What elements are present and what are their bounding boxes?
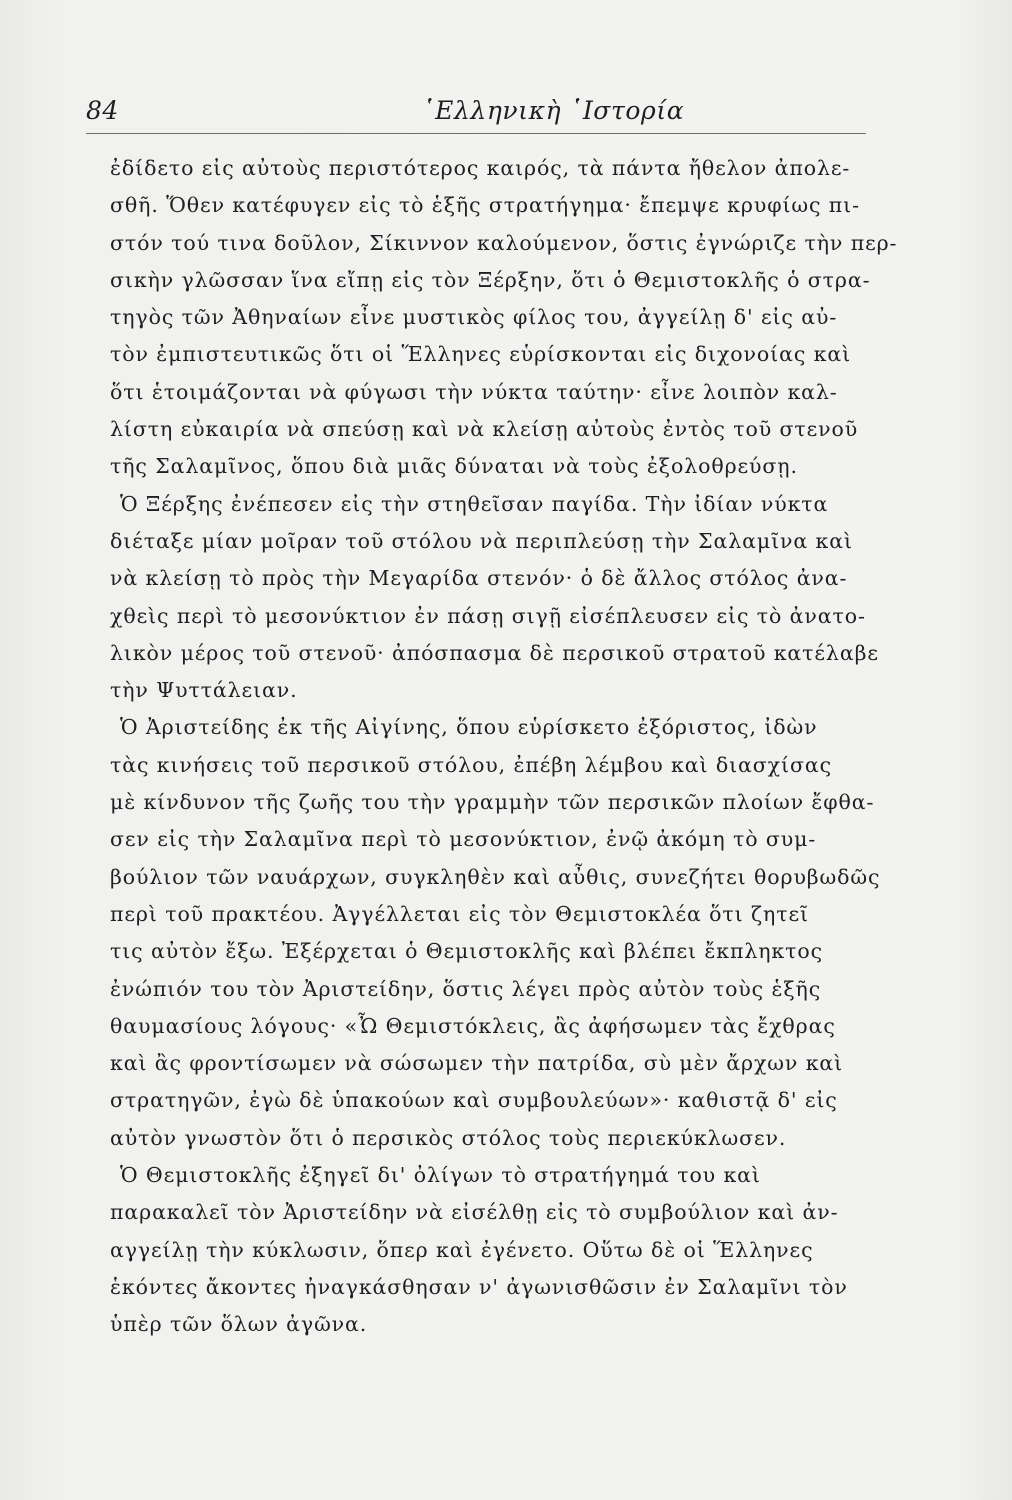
text-line: σθῆ. Ὅθεν κατέφυγεν εἰς τὸ ἑξῆς στρατήγημα· ἔπεμψε κρυφίως πι- bbox=[110, 193, 860, 218]
text-line: ἑκόντες ἄκοντες ἠναγκάσθησαν ν' ἀγωνισθῶσιν ἐν Σαλαμῖνι τὸν bbox=[110, 1274, 848, 1299]
text-line: μὲ κίνδυνον τῆς ζωῆς του τὴν γραμμὴν τῶν περσικῶν πλοίων ἔφθα- bbox=[110, 790, 875, 815]
text-line: στρατηγῶν, ἐγὼ δὲ ὑπακούων καὶ συμβουλεύων»· καθιστᾷ δ' εἰς bbox=[110, 1088, 838, 1113]
paragraph-start-line: Ὁ Θεμιστοκλῆς ἐξηγεῖ δι' ὀλίγων τὸ στρατήγημά του καὶ bbox=[120, 1163, 761, 1188]
text-line: σεν εἰς τὴν Σαλαμῖνα περὶ τὸ μεσονύκτιον, ἐνῷ ἀκόμη τὸ συμ- bbox=[110, 827, 817, 852]
page-header bbox=[86, 96, 866, 132]
text-line: τῆς Σαλαμῖνος, ὅπου διὰ μιᾶς δύναται νὰ τοὺς ἐξολοθρεύσῃ. bbox=[110, 454, 798, 479]
text-line: νὰ κλείσῃ τὸ πρὸς τὴν Μεγαρίδα στενόν· ὁ δὲ ἄλλος στόλος ἀνα- bbox=[110, 566, 848, 591]
text-line: ὑπὲρ τῶν ὅλων ἀγῶνα. bbox=[110, 1312, 368, 1337]
text-line: τὴν Ψυττάλειαν. bbox=[110, 678, 298, 703]
text-line: σικὴν γλῶσσαν ἵνα εἴπῃ εἰς τὸν Ξέρξην, ὅτι ὁ Θεμιστοκλῆς ὁ στρα- bbox=[110, 267, 871, 292]
text-line: παρακαλεῖ τὸν Ἀριστείδην νὰ εἰσέλθῃ εἰς τὸ συμβούλιον καὶ ἀν- bbox=[110, 1200, 839, 1225]
text-line: αὐτὸν γνωστὸν ὅτι ὁ περσικὸς στόλος τοὺς περιεκύκλωσεν. bbox=[110, 1125, 787, 1150]
text-line: διέταξε μίαν μοῖραν τοῦ στόλου νὰ περιπλεύσῃ τὴν Σαλαμῖνα καὶ bbox=[110, 528, 853, 553]
body-text bbox=[110, 150, 898, 1344]
text-line: αγγείλῃ τὴν κύκλωσιν, ὅπερ καὶ ἐγένετο. Οὕτω δὲ οἱ Ἕλληνες bbox=[110, 1237, 814, 1262]
header-rule bbox=[86, 133, 866, 134]
paragraph-start-line: Ὁ Ἀριστείδης ἐκ τῆς Αἰγίνης, ὅπου εὑρίσκετο ἐξόριστος, ἰδὼν bbox=[120, 715, 818, 740]
paragraph-start-line: Ὁ Ξέρξης ἐνέπεσεν εἰς τὴν στηθεῖσαν παγίδα. Τὴν ἰδίαν νύκτα bbox=[120, 491, 829, 516]
text-line: τηγὸς τῶν Ἀθηναίων εἶνε μυστικὸς φίλος του, ἀγγείλῃ δ' εἰς αὐ- bbox=[110, 305, 838, 330]
text-line: βούλιον τῶν ναυάρχων, συγκληθὲν καὶ αὖθις, συνεζήτει θορυβωδῶς bbox=[110, 864, 881, 889]
text-line: τις αὐτὸν ἔξω. Ἐξέρχεται ὁ Θεμιστοκλῆς καὶ βλέπει ἔκπληκτος bbox=[110, 939, 823, 964]
text-line: καὶ ἂς φροντίσωμεν νὰ σώσωμεν τὴν πατρίδα, σὺ μὲν ἄρχων καὶ bbox=[110, 1051, 844, 1076]
text-line: λικὸν μέρος τοῦ στενοῦ· ἀπόσπασμα δὲ περσικοῦ στρατοῦ κατέλαβε bbox=[110, 640, 879, 665]
text-line: χθεὶς περὶ τὸ μεσονύκτιον ἐν πάσῃ σιγῇ εἰσέπλευσεν εἰς τὸ ἀνατο- bbox=[110, 603, 866, 628]
text-line: ἐνώπιόν του τὸν Ἀριστείδην, ὅστις λέγει πρὸς αὐτὸν τοὺς ἑξῆς bbox=[110, 976, 822, 1001]
text-line: στόν τού τινα δοῦλον, Σίκιννον καλούμενον, ὅστις ἐγνώριζε τὴν περ- bbox=[110, 230, 898, 255]
text-line: περὶ τοῦ πρακτέου. Ἀγγέλλεται εἰς τὸν Θεμιστοκλέα ὅτι ζητεῖ bbox=[110, 901, 809, 926]
text-line: τὸν ἐμπιστευτικῶς ὅτι οἱ Ἕλληνες εὑρίσκονται εἰς διχονοίας καὶ bbox=[110, 342, 852, 367]
running-title: ῾Ελληνικὴ ῾Ιστορία bbox=[422, 96, 685, 125]
text-line: τὰς κινήσεις τοῦ περσικοῦ στόλου, ἐπέβη λέμβου καὶ διασχίσας bbox=[110, 752, 832, 777]
page-number: 84 bbox=[86, 96, 119, 125]
text-line: λίστη εὐκαιρία νὰ σπεύσῃ καὶ νὰ κλείσῃ αὐτοὺς ἐντὸς τοῦ στενοῦ bbox=[110, 417, 859, 442]
text-line: ὅτι ἑτοιμάζονται νὰ φύγωσι τὴν νύκτα ταύτην· εἶνε λοιπὸν καλ- bbox=[110, 379, 838, 404]
text-line: ἐδίδετο εἰς αὐτοὺς περιστότερος καιρός, τὰ πάντα ἤθελον ἀπολε- bbox=[110, 156, 851, 180]
text-line: θαυμασίους λόγους· «Ὦ Θεμιστόκλεις, ἂς ἀφήσωμεν τὰς ἔχθρας bbox=[110, 1013, 836, 1038]
